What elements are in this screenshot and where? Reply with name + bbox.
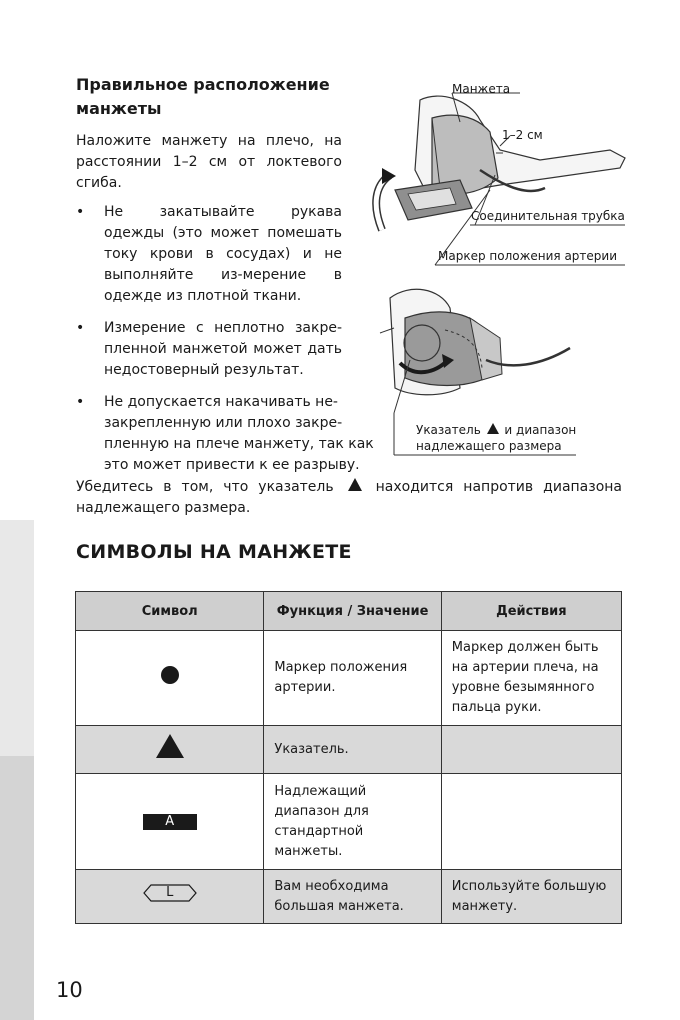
- table-header-row: [76, 592, 622, 631]
- note-text-after: находится напротив диапазона надлежащего размера.: [76, 479, 622, 516]
- intro-paragraph: Наложите манжету на плечо, на расстоянии 1–2 см от локтевого сгиба.: [76, 133, 342, 191]
- pointer-label-before: Указатель: [416, 423, 481, 437]
- symbols-table: [75, 591, 622, 924]
- table-row: [76, 726, 622, 774]
- action-cell: [441, 726, 621, 774]
- symbol-cell: [76, 774, 264, 870]
- action-cell: [441, 774, 621, 870]
- side-strip-top: [0, 0, 34, 520]
- large-cuff-l-icon: [143, 884, 197, 902]
- triangle-pointer-icon: [348, 478, 362, 491]
- cuff-placement-illustration: [360, 80, 630, 270]
- table-row: [76, 631, 622, 726]
- section-heading: Правильное расположение манжеты: [76, 75, 330, 118]
- large-cuff-letter: L: [166, 885, 174, 900]
- bullet-list: [76, 202, 376, 487]
- function-cell: Надлежащий диапазон для стандартной манжеты.: [264, 774, 441, 870]
- table-row: [76, 870, 622, 924]
- function-cell: Вам необходима большая манжета.: [264, 870, 441, 924]
- pointer-note: [76, 477, 622, 519]
- action-cell: Маркер должен быть на артерии плеча, на уровне безымянного пальца руки.: [441, 631, 621, 726]
- bullet-item: • Не допускается накачивать не-закрепленную или плохо закре-пленную на плече манжету, так как это может привести к ее разрыву.: [76, 392, 376, 476]
- triangle-pointer-icon: [487, 423, 499, 434]
- symbol-cell: [76, 726, 264, 774]
- artery-marker-dot-icon: [161, 666, 179, 684]
- note-text-before: Убедитесь в том, что указатель: [76, 479, 334, 495]
- header-symbol: Символ: [76, 592, 264, 631]
- symbol-cell: [76, 631, 264, 726]
- function-cell: Указатель.: [264, 726, 441, 774]
- tube-label: Соединительная трубка: [471, 209, 625, 223]
- range-a-icon: A: [143, 814, 197, 830]
- symbol-cell: [76, 870, 264, 924]
- table-row: [76, 774, 622, 870]
- symbols-section-title: СИМВОЛЫ НА МАНЖЕТЕ: [76, 541, 352, 563]
- action-cell: Используйте большую манжету.: [441, 870, 621, 924]
- side-strip-middle: [0, 520, 34, 756]
- header-actions: Действия: [441, 592, 621, 631]
- distance-label: 1–2 см: [502, 128, 543, 142]
- artery-marker-label: Маркер положения артерии: [438, 249, 618, 263]
- page-number: 10: [56, 978, 83, 1002]
- pointer-label-line2: надлежащего размера: [416, 439, 562, 453]
- side-strip-bottom: [0, 756, 34, 1020]
- pointer-triangle-icon: [156, 734, 184, 758]
- bullet-item: • Измерение с неплотно закре-пленной манжетой может дать недостоверный результат.: [76, 318, 342, 381]
- function-cell: Маркер положения артерии.: [264, 631, 441, 726]
- cuff-label: Манжета: [452, 82, 511, 96]
- pointer-label-after: и диапазон: [504, 423, 577, 437]
- header-function: Функция / Значение: [264, 592, 441, 631]
- bullet-item: • Не закатывайте рукава одежды (это может помешать току крови в сосудах) и не выполняйте из-мерение в одежде из плотной ткани.: [76, 202, 342, 307]
- pointer-label: [416, 423, 576, 438]
